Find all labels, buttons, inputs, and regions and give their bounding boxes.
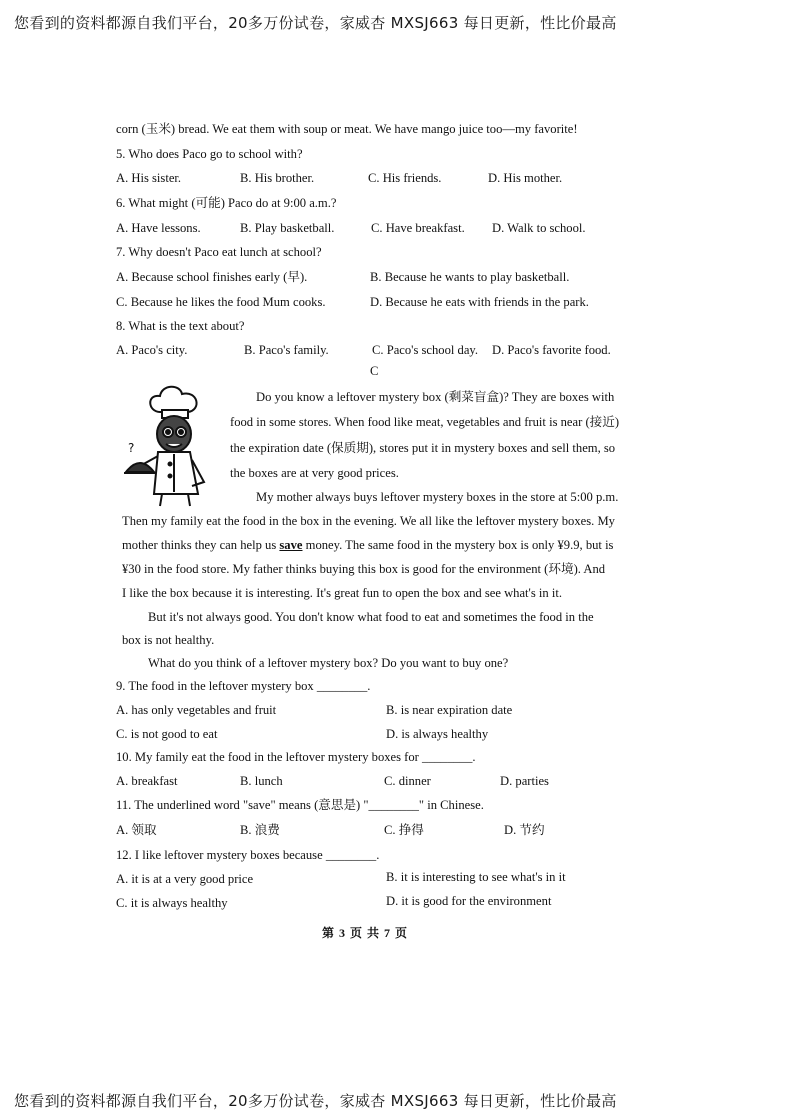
chef-illustration [118,382,218,512]
q5-option-c: C. His friends. [368,171,442,185]
passage-line-12: What do you think of a leftover mystery box? Do you want to buy one? [148,656,509,670]
q7-option-b: B. Because he wants to play basketball. [370,270,570,284]
passage-line-6: Then my family eat the food in the box in the evening. We all like the leftover mystery boxes. My [122,514,615,528]
q8-option-d: D. Paco's favorite food. [492,343,611,357]
question-8-stem: 8. What is the text about? [116,319,245,333]
continued-passage-line: corn (玉米) bread. We eat them with soup or meat. We have mango juice too—my favorite! [116,122,578,136]
question-5-stem: 5. Who does Paco go to school with? [116,147,303,161]
passage-line-7-end: money. The same food in the mystery box is only ¥9.9, but is [302,538,614,552]
q9-option-d: D. is always healthy [386,727,489,741]
q7-option-c: C. Because he likes the food Mum cooks. [116,295,326,309]
passage-line-1: Do you know a leftover mystery box (剩菜盲盒)? They are boxes with [256,390,615,404]
passage-line-8: ¥30 in the food store. My father thinks buying this box is good for the environment (环境). And [122,562,606,576]
passage-line-9: I like the box because it is interesting. It's great fun to open the box and see what's in it. [122,586,562,600]
q5-option-d: D. His mother. [488,171,563,185]
q8-option-b: B. Paco's family. [244,343,329,357]
q9-option-c: C. is not good to eat [116,727,218,741]
top-watermark-banner: 您看到的资料都源自我们平台，20多万份试卷，家威杏 MXSJ663 每日更新，性比价最高 [14,14,617,32]
underlined-word-save: save [279,538,303,552]
q12-option-a: A. it is at a very good price [116,872,254,886]
question-6-stem: 6. What might (可能) Paco do at 9:00 a.m.? [116,196,337,210]
page-number-footer: 第 3 页 共 7 页 [322,926,409,940]
q11-option-d: D. 节约 [504,823,545,837]
q8-option-a: A. Paco's city. [116,343,188,357]
q12-option-c: C. it is always healthy [116,896,228,910]
q11-option-c: C. 挣得 [384,823,424,837]
svg-text:?: ? [128,441,135,455]
q7-option-a: A. Because school finishes early (早). [116,270,308,284]
passage-line-4: the boxes are at very good prices. [230,466,399,480]
q5-option-b: B. His brother. [240,171,315,185]
q9-option-b: B. is near expiration date [386,703,513,717]
passage-line-3: the expiration date (保质期), stores put it in mystery boxes and sell them, so [230,441,616,455]
q12-option-b: B. it is interesting to see what's in it [386,870,566,884]
question-12-stem: 12. I like leftover mystery boxes because ________. [116,848,380,862]
q6-option-a: A. Have lessons. [116,221,201,235]
q6-option-b: B. Play basketball. [240,221,335,235]
question-11-stem: 11. The underlined word "save" means (意思是) "________" in Chinese. [116,798,484,812]
q7-option-d: D. Because he eats with friends in the park. [370,295,589,309]
q6-option-d: D. Walk to school. [492,221,586,235]
q11-option-a: A. 领取 [116,823,157,837]
question-10-stem: 10. My family eat the food in the leftover mystery boxes for ________. [116,750,476,764]
bottom-watermark-banner: 您看到的资料都源自我们平台，20多万份试卷，家威杏 MXSJ663 每日更新，性比价最高 [14,1092,617,1110]
q10-option-c: C. dinner [384,774,431,788]
section-letter: C [370,364,379,378]
q5-option-a: A. His sister. [116,171,182,185]
passage-line-10: But it's not always good. You don't know what food to eat and sometimes the food in the [148,610,594,624]
q9-option-a: A. has only vegetables and fruit [116,703,277,717]
q10-option-b: B. lunch [240,774,283,788]
question-7-stem: 7. Why doesn't Paco eat lunch at school? [116,245,322,259]
q8-option-c: C. Paco's school day. [372,343,479,357]
question-9-stem: 9. The food in the leftover mystery box ________. [116,679,371,693]
passage-line-7 [122,537,613,553]
passage-line-11: box is not healthy. [122,633,215,647]
q10-option-a: A. breakfast [116,774,178,788]
q10-option-d: D. parties [500,774,549,788]
q6-option-c: C. Have breakfast. [371,221,465,235]
passage-line-2: food in some stores. When food like meat, vegetables and fruit is near (接近) [230,415,620,429]
passage-line-5: My mother always buys leftover mystery boxes in the store at 5:00 p.m. [256,490,619,504]
passage-line-7-start: mother thinks they can help us [122,538,280,552]
q12-option-d: D. it is good for the environment [386,894,552,908]
q11-option-b: B. 浪费 [240,823,280,837]
